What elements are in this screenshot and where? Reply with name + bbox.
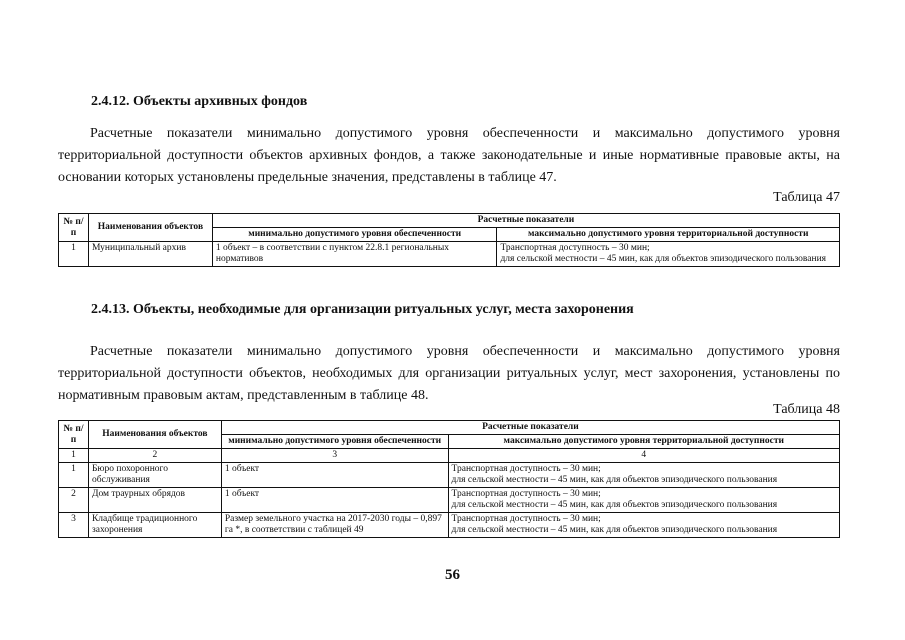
table-row xyxy=(59,488,840,513)
table-cell-max-line2: для сельской местности – 45 мин, как для объектов эпизодического пользования xyxy=(451,500,778,510)
table-48-colnum: 4 xyxy=(448,449,839,463)
table-48-colnum: 1 xyxy=(59,449,89,463)
table-cell-num: 2 xyxy=(59,488,89,513)
table-row xyxy=(59,463,840,488)
table-48 xyxy=(58,420,840,538)
table-cell-max-line1: Транспортная доступность – 30 мин; xyxy=(451,464,601,474)
table-47-header-max: максимально допустимого уровня территориальной доступности xyxy=(497,228,840,242)
table-48-header-min: минимально допустимого уровня обеспеченности xyxy=(221,435,448,449)
table-cell-name: Кладбище традиционного захоронения xyxy=(88,513,221,538)
table-47-caption: Таблица 47 xyxy=(773,190,840,205)
table-cell-max-line2: для сельской местности – 45 мин, как для объектов эпизодического пользования xyxy=(500,254,827,264)
table-48-colnum: 3 xyxy=(221,449,448,463)
table-cell-name: Дом траурных обрядов xyxy=(88,488,221,513)
table-cell-max-line1: Транспортная доступность – 30 мин; xyxy=(451,514,601,524)
page-number: 56 xyxy=(445,567,460,583)
table-48-colnum: 2 xyxy=(88,449,221,463)
table-47-header-num: № п/п xyxy=(59,214,89,242)
table-cell-min: Размер земельного участка на 2017-2030 годы – 0,897 га *, в соответствии с таблицей 49 xyxy=(221,513,448,538)
table-cell-max-line1: Транспортная доступность – 30 мин; xyxy=(451,489,601,499)
table-47-header-name: Наименования объектов xyxy=(88,214,212,242)
table-cell-min: 1 объект – в соответствии с пунктом 22.8.1 региональных нормативов xyxy=(212,242,497,267)
table-47 xyxy=(58,213,840,267)
table-48-header-max: максимально допустимого уровня территориальной доступности xyxy=(448,435,839,449)
table-cell-max xyxy=(448,463,839,488)
table-cell-max-line2: для сельской местности – 45 мин, как для объектов эпизодического пользования xyxy=(451,525,778,535)
table-cell-max xyxy=(448,488,839,513)
section-heading-2412: 2.4.12. Объекты архивных фондов xyxy=(91,94,308,109)
table-47-header-min: минимально допустимого уровня обеспеченности xyxy=(212,228,497,242)
table-cell-num: 3 xyxy=(59,513,89,538)
section-paragraph-2413: Расчетные показатели минимально допустимого уровня обеспеченности и максимально допустимого уровня территориальной доступности объектов, необходимых для организации ритуальных услуг, мест захоронения, установлены по нормативным правовым актам, представленным в таблице 48. xyxy=(58,344,840,403)
table-cell-min: 1 объект xyxy=(221,488,448,513)
table-cell-name: Муниципальный архив xyxy=(88,242,212,267)
table-48-header-group: Расчетные показатели xyxy=(221,421,839,435)
table-cell-max-line2: для сельской местности – 45 мин, как для объектов эпизодического пользования xyxy=(451,475,778,485)
table-row xyxy=(59,242,840,267)
table-cell-max-line1: Транспортная доступность – 30 мин; xyxy=(500,243,650,253)
section-paragraph-2412: Расчетные показатели минимально допустимого уровня обеспеченности и максимально допустимого уровня территориальной доступности объектов архивных фондов, а также законодательные и иные нормативные правовые акты, на основании которых установлены предельные значения, представлены в таблице 47. xyxy=(58,126,840,185)
table-cell-max xyxy=(497,242,840,267)
table-48-header-name: Наименования объектов xyxy=(88,421,221,449)
table-row xyxy=(59,513,840,538)
table-cell-min: 1 объект xyxy=(221,463,448,488)
table-47-header-group: Расчетные показатели xyxy=(212,214,839,228)
table-cell-num: 1 xyxy=(59,242,89,267)
section-heading-2413: 2.4.13. Объекты, необходимые для организации ритуальных услуг, места захоронения xyxy=(91,302,634,317)
table-48-header-num: № п/п xyxy=(59,421,89,449)
table-cell-name: Бюро похоронного обслуживания xyxy=(88,463,221,488)
table-48-caption: Таблица 48 xyxy=(773,402,840,417)
table-cell-num: 1 xyxy=(59,463,89,488)
table-cell-max xyxy=(448,513,839,538)
